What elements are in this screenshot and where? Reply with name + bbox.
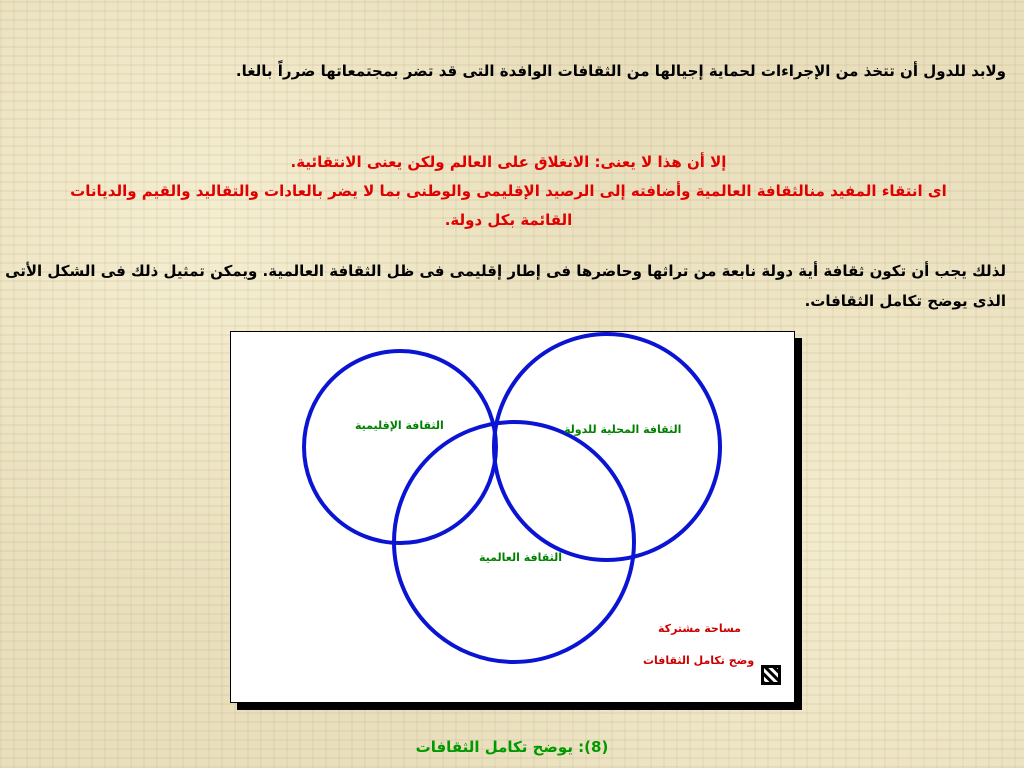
- global-culture-circle: [394, 422, 634, 662]
- conclusion-paragraph: [6, 256, 1006, 316]
- local-culture-label: الثقافة المحلية للدولة: [564, 423, 682, 436]
- legend-hatch-swatch: [761, 665, 781, 685]
- venn-diagram: [231, 332, 794, 702]
- selectivity-line-1: إلا أن هذا لا يعنى: الانغلاق على العالم ولكن يعنى الانتقائية.: [290, 153, 727, 171]
- legend-integration-label: وضح تكامل الثقافات: [643, 654, 755, 667]
- selectivity-line-2: اى انتقاء المفيد منالثقافة العالمية وأضافته إلى الرصيد الإقليمى والوطنى بما لا يضر بالعادات والتقاليد والقيم والديانات: [70, 182, 947, 200]
- regional-culture-label: الثقافة الإقليمية: [355, 419, 444, 432]
- venn-diagram-frame: [230, 331, 795, 703]
- global-culture-label: الثقافة العالمية: [479, 551, 563, 564]
- selectivity-line-3: القائمة بكل دولة.: [444, 211, 573, 229]
- legend-shared-area-label: مساحة مشتركة: [658, 622, 741, 635]
- hatch-swatch-icon: [761, 665, 781, 685]
- intro-paragraph: [16, 56, 1006, 86]
- local-culture-circle: [494, 334, 720, 560]
- conclusion-line-2: الذى يوضح تكامل الثقافات.: [804, 292, 1006, 310]
- regional-culture-circle: [304, 351, 496, 543]
- intro-line: ولابد للدول أن تتخذ من الإجراءات لحماية إجيالها من الثقافات الوافدة التى قد تضر بمجتمعاتها ضرراً بالغا.: [235, 62, 1006, 80]
- conclusion-line-1: لذلك يجب أن تكون ثقافة أية دولة نابعة من تراثها وحاضرها فى إطار إقليمى فى ظل الثقافة العالمية. ويمكن تمثيل ذلك فى الشكل الأتى: [5, 262, 1006, 280]
- selectivity-paragraph: [11, 148, 1006, 235]
- figure-caption: (8): يوضح تكامل الثقافات: [415, 738, 609, 756]
